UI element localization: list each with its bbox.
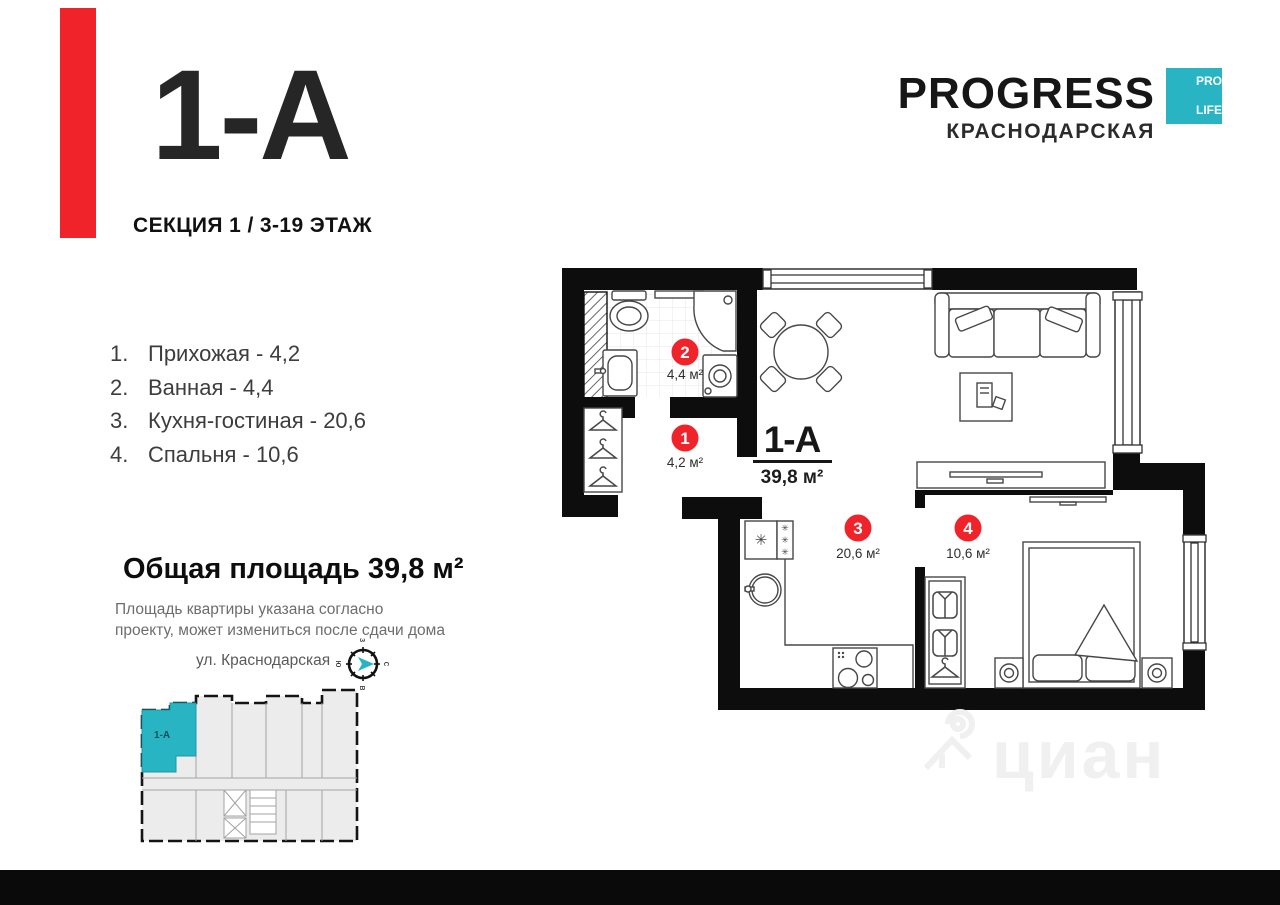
- room-list-item: [110, 371, 366, 405]
- room-number: 4.: [110, 441, 129, 467]
- toilet-icon: [610, 291, 648, 331]
- fridge-icon: [745, 521, 793, 559]
- cian-logo-icon: [918, 706, 992, 786]
- street-label: ул. Краснодарская: [196, 652, 331, 669]
- svg-text:✳: ✳: [781, 523, 789, 533]
- svg-text:в: в: [358, 685, 368, 691]
- bedroom-wardrobe: [925, 577, 965, 688]
- dining-table-icon: [759, 311, 843, 393]
- washing-machine-icon: [703, 355, 737, 397]
- room-number: 2.: [110, 374, 129, 400]
- svg-text:ю: ю: [334, 660, 344, 668]
- room-list-item: [110, 337, 366, 371]
- room-3-marker: [836, 515, 880, 562]
- section-floor-info: СЕКЦИЯ 1 / 3-19 ЭТАЖ: [133, 214, 372, 237]
- room-list-item: [110, 404, 366, 438]
- watermark-text: циан: [992, 716, 1167, 793]
- room-number: 1.: [110, 341, 129, 366]
- coffee-table-icon: [960, 373, 1012, 421]
- svg-text:4,2 м²: 4,2 м²: [666, 455, 704, 470]
- sofa-icon: [935, 293, 1100, 357]
- badge-line1: PRO: [1196, 74, 1223, 89]
- room-label: Спальня - 10,6: [148, 441, 299, 467]
- nightstand-left: [995, 658, 1023, 688]
- cian-watermark: [918, 706, 1167, 793]
- svg-text:4: 4: [963, 519, 973, 538]
- total-area-heading: Общая площадь 39,8 м²: [123, 553, 464, 585]
- tv-console-icon: [917, 462, 1105, 488]
- svg-text:39,8 м²: 39,8 м²: [760, 467, 824, 488]
- svg-text:20,6 м²: 20,6 м²: [836, 546, 880, 561]
- svg-text:✳: ✳: [754, 532, 768, 549]
- badge-line2: LIFE: [1196, 103, 1222, 118]
- svg-text:з: з: [358, 637, 368, 643]
- room-label: Прихожая - 4,2: [148, 341, 301, 366]
- svg-text:2: 2: [680, 343, 690, 362]
- hall-wardrobe: [584, 408, 622, 492]
- svg-text:1-А: 1-А: [763, 419, 821, 460]
- brand-name: PROGRESS: [897, 69, 1155, 118]
- stove-icon: [833, 648, 877, 688]
- brand-logo: [820, 69, 1155, 144]
- svg-text:4,4 м²: 4,4 м²: [666, 367, 704, 382]
- disclaimer-line1: Площадь квартиры указана согласно: [115, 601, 384, 618]
- brand-location: КРАСНОДАРСКАЯ: [946, 120, 1155, 143]
- apartment-title: 1-А: [151, 44, 349, 187]
- room-label: Ванная - 4,4: [148, 374, 274, 400]
- svg-text:3: 3: [853, 519, 863, 538]
- room-label: Кухня-гостиная - 20,6: [148, 408, 367, 433]
- svg-text:1: 1: [680, 429, 690, 448]
- svg-text:10,6 м²: 10,6 м²: [946, 546, 990, 561]
- disclaimer-line2: проекту, может измениться после сдачи дома: [115, 622, 445, 639]
- pro-life-badge: [1166, 68, 1222, 124]
- kitchen-sink-icon: [745, 574, 781, 606]
- window-top: [763, 269, 932, 289]
- svg-text:✳: ✳: [781, 547, 789, 557]
- bedroom-tv-icon: [1030, 497, 1106, 505]
- nightstand-right: [1142, 658, 1172, 688]
- bottom-black-bar: [0, 870, 1280, 905]
- room-list-item: [110, 438, 366, 472]
- window-living-right: [1113, 292, 1142, 453]
- red-accent-bar: [60, 8, 96, 238]
- mini-floor-plan: [136, 686, 372, 862]
- svg-text:с: с: [382, 661, 392, 667]
- svg-text:✳: ✳: [781, 535, 789, 545]
- mini-unit-label: 1-А: [154, 730, 171, 741]
- bed-icon: [1023, 542, 1140, 688]
- plan-title-block: [753, 419, 832, 488]
- floor-plan: [555, 255, 1215, 710]
- room-4-marker: [946, 515, 990, 562]
- room-1-marker: [667, 425, 704, 471]
- room-list: [110, 337, 366, 471]
- area-disclaimer: [115, 599, 445, 641]
- room-number: 3.: [110, 408, 129, 433]
- window-bedroom-right: [1183, 535, 1206, 650]
